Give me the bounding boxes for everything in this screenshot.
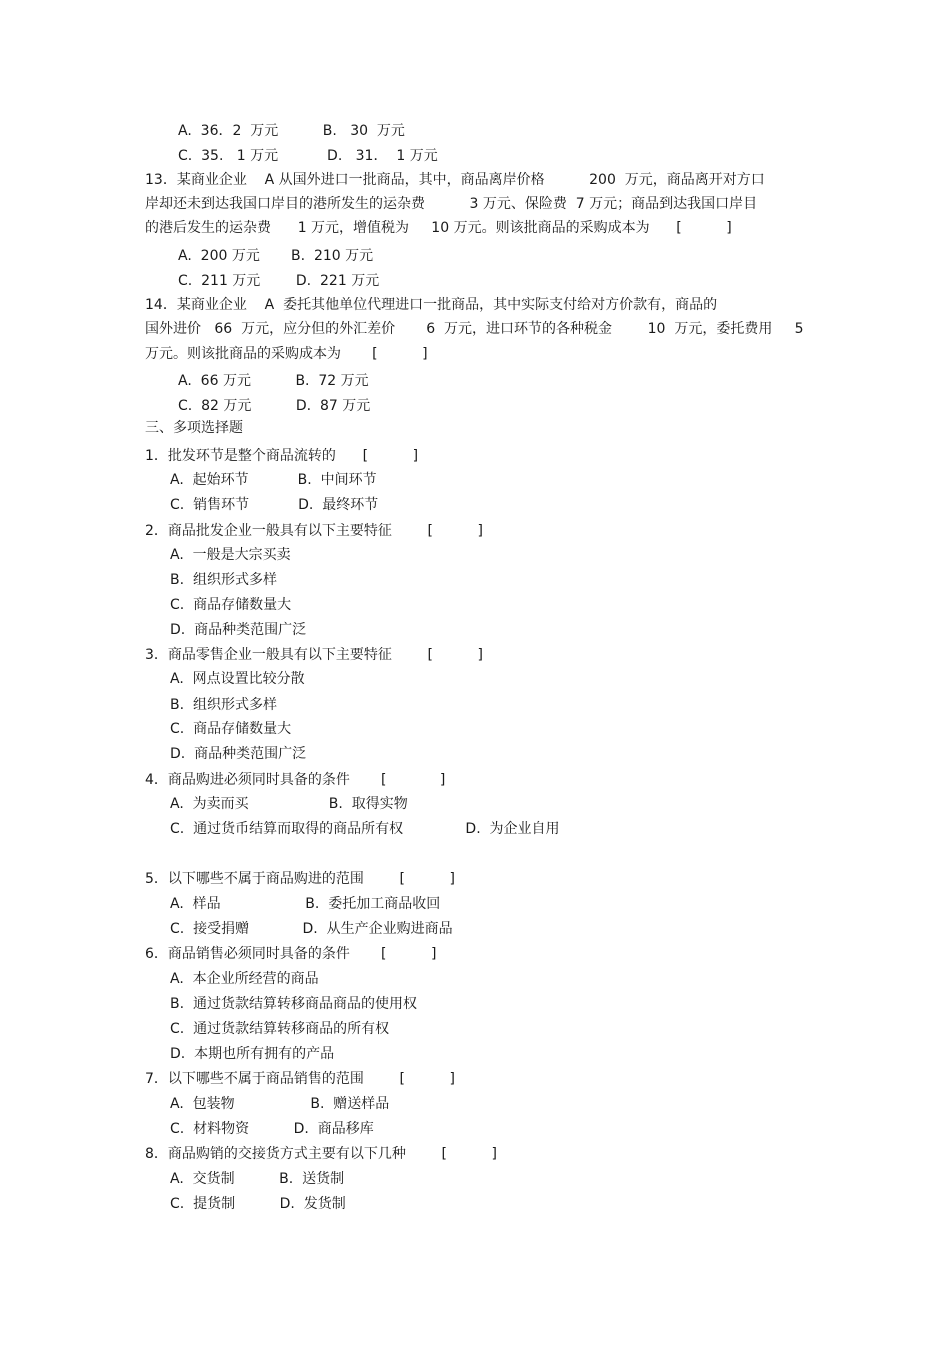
mq6-option-a: A. 本企业所经营的商品 — [170, 971, 319, 987]
mq2-option-d: D. 商品种类范围广泛 — [170, 622, 307, 638]
q14-stem-line-3: 万元。则该批商品的采购成本为 [ ] — [145, 346, 428, 362]
q14-stem-line-1: 14．某商业企业 A 委托其他单位代理进口一批商品，其中实际支付给对方价款有，商品的 — [145, 297, 718, 313]
section-heading-multiple-choice: 三、多项选择题 — [145, 420, 243, 436]
mq5-options-ab: A. 样品 B. 委托加工商品收回 — [170, 896, 441, 912]
mq5-stem: 5．以下哪些不属于商品购进的范围 [ ] — [145, 871, 455, 887]
mq7-options-ab: A. 包装物 B. 赠送样品 — [170, 1096, 390, 1112]
mq6-option-b: B. 通过货款结算转移商品商品的使用权 — [170, 996, 417, 1012]
q13-stem-line-1: 13．某商业企业 A 从国外进口一批商品，其中，商品离岸价格 200 万元，商品离开对方口 — [145, 172, 765, 188]
mq3-option-d: D. 商品种类范围广泛 — [170, 746, 307, 762]
q14-options-ab: A. 66 万元 B. 72 万元 — [178, 373, 369, 389]
mq8-options-ab: A. 交货制 B. 送货制 — [170, 1171, 345, 1187]
mq1-stem: 1．批发环节是整个商品流转的 [ ] — [145, 448, 419, 464]
q12-options-cd: C. 35. 1 万元 D. 31． 1 万元 — [178, 148, 438, 164]
mq7-stem: 7．以下哪些不属于商品销售的范围 [ ] — [145, 1071, 455, 1087]
mq6-option-d: D. 本期也所有拥有的产品 — [170, 1046, 335, 1062]
q13-options-cd: C. 211 万元 D. 221 万元 — [178, 273, 380, 289]
mq6-option-c: C. 通过货款结算转移商品的所有权 — [170, 1021, 390, 1037]
mq4-options-ab: A. 为卖而买 B. 取得实物 — [170, 796, 408, 812]
mq2-option-b: B. 组织形式多样 — [170, 572, 277, 588]
mq4-options-cd: C. 通过货币结算而取得的商品所有权 D. 为企业自用 — [170, 821, 560, 837]
mq2-option-c: C. 商品存储数量大 — [170, 597, 292, 613]
mq1-options-cd: C. 销售环节 D. 最终环节 — [170, 497, 379, 513]
mq3-stem: 3．商品零售企业一般具有以下主要特征 [ ] — [145, 647, 483, 663]
mq3-option-c: C. 商品存储数量大 — [170, 721, 292, 737]
q14-stem-line-2: 国外进价 66 万元，应分但的外汇差价 6 万元，进口环节的各种税金 10 万元，委托费用 5 — [145, 321, 804, 337]
mq4-stem: 4．商品购进必须同时具备的条件 [ ] — [145, 772, 446, 788]
q12-options-ab: A. 36．2 万元 B. 30 万元 — [178, 123, 405, 139]
q13-options-ab: A. 200 万元 B. 210 万元 — [178, 248, 374, 264]
q13-stem-line-3: 的港后发生的运杂费 1 万元，增值税为 10 万元。则该批商品的采购成本为 [ ] — [145, 220, 732, 236]
mq6-stem: 6．商品销售必须同时具备的条件 [ ] — [145, 946, 437, 962]
q13-stem-line-2: 岸却还未到达我国口岸目的港所发生的运杂费 3 万元、保险费 7 万元；商品到达我国口岸目 — [145, 196, 758, 212]
mq3-option-a: A. 网点设置比较分散 — [170, 671, 305, 687]
mq3-option-b: B. 组织形式多样 — [170, 697, 277, 713]
mq5-options-cd: C. 接受捐赠 D. 从生产企业购进商品 — [170, 921, 453, 937]
mq2-stem: 2．商品批发企业一般具有以下主要特征 [ ] — [145, 523, 483, 539]
mq1-options-ab: A. 起始环节 B. 中间环节 — [170, 472, 377, 488]
q14-options-cd: C. 82 万元 D. 87 万元 — [178, 398, 371, 414]
mq2-option-a: A. 一般是大宗买卖 — [170, 547, 291, 563]
mq7-options-cd: C. 材料物资 D. 商品移库 — [170, 1121, 374, 1137]
mq8-stem: 8．商品购销的交接货方式主要有以下几种 [ ] — [145, 1146, 497, 1162]
mq8-options-cd: C. 提货制 D. 发货制 — [170, 1196, 346, 1212]
